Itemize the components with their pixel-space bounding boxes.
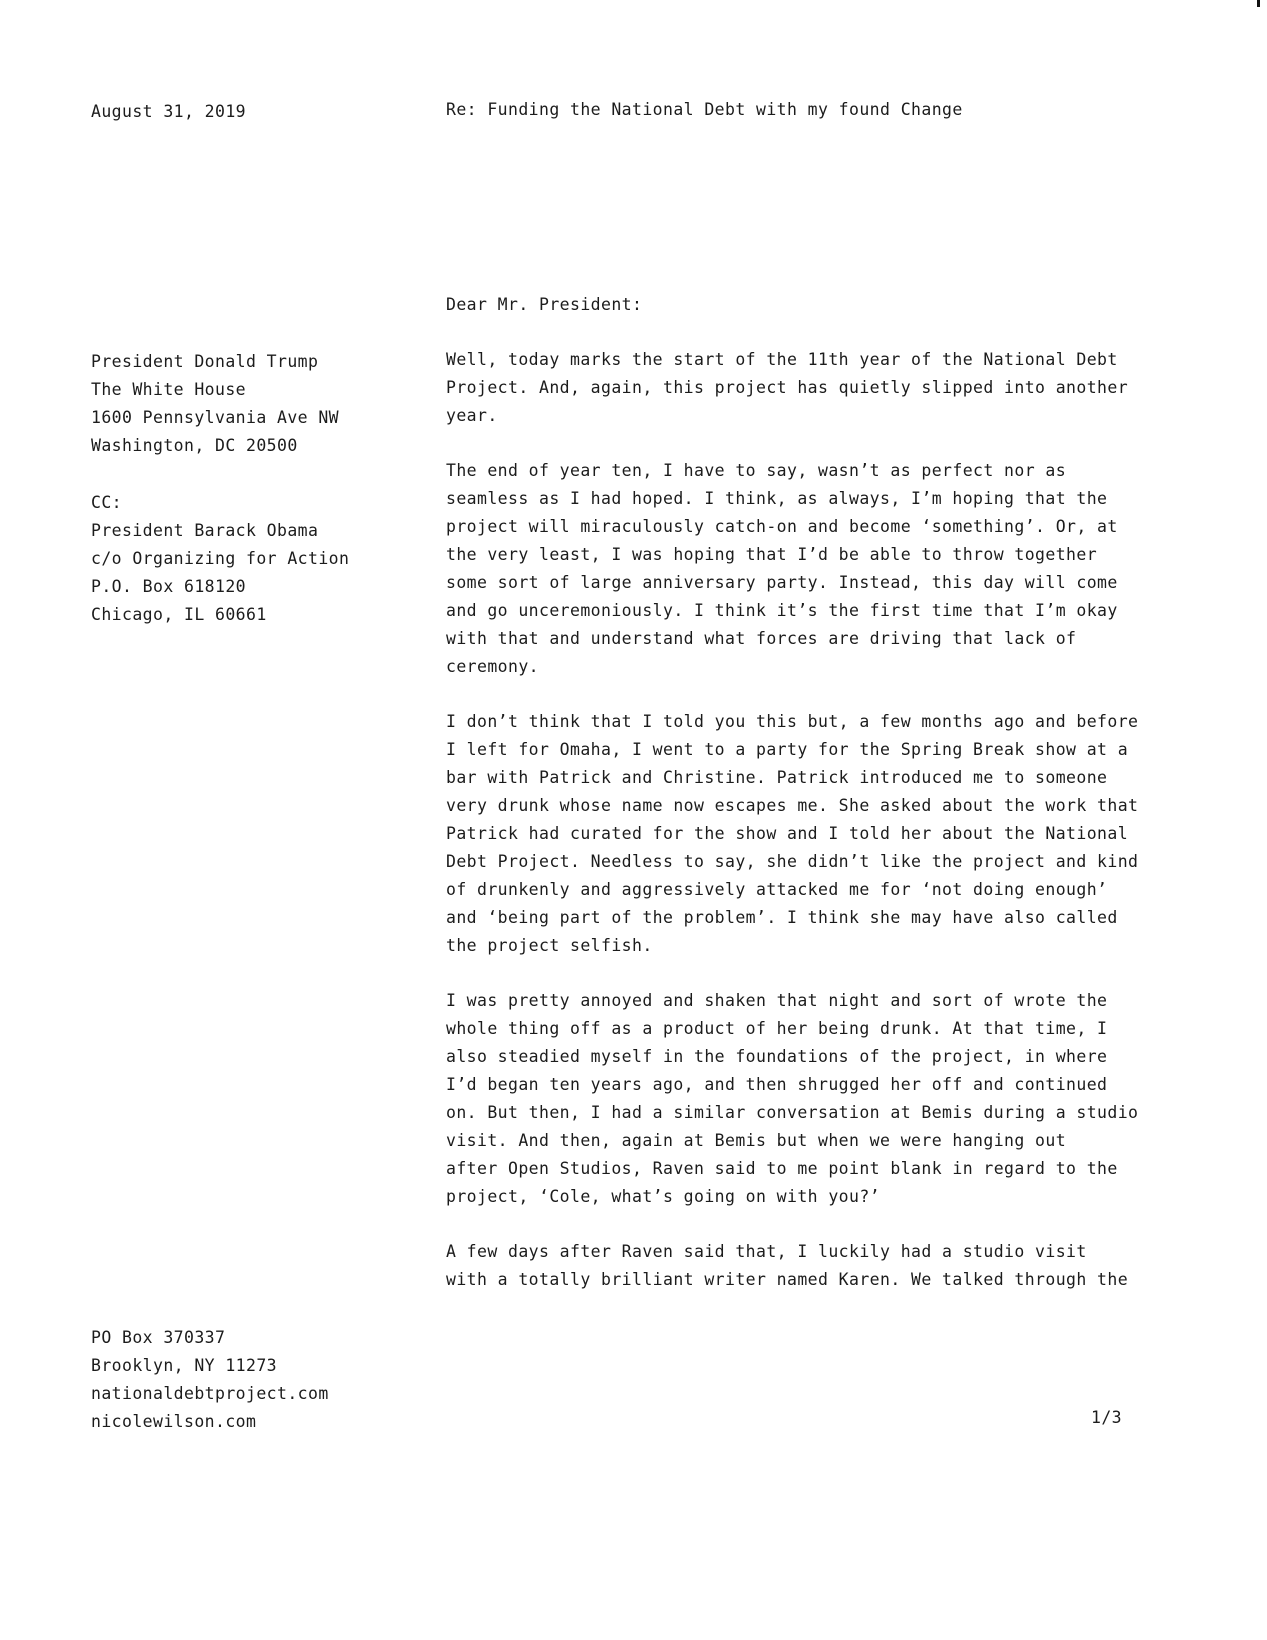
- paragraph: [446, 987, 1139, 1211]
- body-line: also steadied myself in the foundations of the project, in where: [446, 1047, 1108, 1066]
- body-line: I left for Omaha, I went to a party for the Spring Break show at a: [446, 740, 1129, 759]
- body-line: on. But then, I had a similar conversation at Bemis during a studio: [446, 1103, 1139, 1122]
- cc-line: Chicago, IL 60661: [91, 605, 267, 624]
- sender-website: nationaldebtproject.com: [91, 1384, 329, 1403]
- body-line: the very least, I was hoping that I’d be able to throw together: [446, 545, 1098, 564]
- body-line: project, ‘Cole, what’s going on with you?’: [446, 1187, 881, 1206]
- body-line: the project selfish.: [446, 936, 653, 955]
- letter-body: [446, 346, 1139, 1321]
- sender-line: Brooklyn, NY 11273: [91, 1356, 278, 1375]
- body-line: some sort of large anniversary party. Instead, this day will come: [446, 573, 1118, 592]
- paragraph: [446, 457, 1126, 681]
- sender-address: [91, 1324, 329, 1436]
- cc-address: [91, 489, 349, 629]
- body-line: A few days after Raven said that, I luckily had a studio visit: [446, 1242, 1087, 1261]
- body-line: very drunk whose name now escapes me. She asked about the work that: [446, 796, 1139, 815]
- cc-line: P.O. Box 618120: [91, 577, 247, 596]
- body-line: seamless as I had hoped. I think, as always, I’m hoping that the: [446, 489, 1108, 508]
- body-line: year.: [446, 406, 498, 425]
- body-line: project will miraculously catch-on and become ‘something’. Or, at: [446, 517, 1118, 536]
- body-line: I was pretty annoyed and shaken that night and sort of wrote the: [446, 991, 1108, 1010]
- letter-subject: Re: Funding the National Debt with my found Change: [446, 100, 963, 119]
- cc-line: c/o Organizing for Action: [91, 549, 350, 568]
- body-line: visit. And then, again at Bemis but when we were hanging out: [446, 1131, 1067, 1150]
- body-line: I’d began ten years ago, and then shrugged her off and continued: [446, 1075, 1108, 1094]
- body-line: with that and understand what forces are driving that lack of: [446, 629, 1077, 648]
- body-line: Patrick had curated for the show and I told her about the National: [446, 824, 1129, 843]
- body-line: Debt Project. Needless to say, she didn’t like the project and kind: [446, 852, 1139, 871]
- recipient-line: The White House: [91, 380, 247, 399]
- body-line: ceremony.: [446, 657, 540, 676]
- cc-label: CC:: [91, 493, 123, 512]
- body-line: bar with Patrick and Christine. Patrick introduced me to someone: [446, 768, 1108, 787]
- body-line: Project. And, again, this project has quietly slipped into another: [446, 378, 1129, 397]
- paragraph: [446, 1238, 1129, 1294]
- sender-website: nicolewilson.com: [91, 1412, 257, 1431]
- body-line: and ‘being part of the problem’. I think she may have also called: [446, 908, 1118, 927]
- recipient-address: [91, 348, 339, 460]
- body-line: Well, today marks the start of the 11th year of the National Debt: [446, 350, 1118, 369]
- body-line: I don’t think that I told you this but, a few months ago and before: [446, 712, 1139, 731]
- sender-line: PO Box 370337: [91, 1328, 226, 1347]
- scan-mark: [1257, 0, 1260, 7]
- paragraph: [446, 346, 1129, 430]
- recipient-line: 1600 Pennsylvania Ave NW: [91, 408, 340, 427]
- body-line: and go unceremoniously. I think it’s the first time that I’m okay: [446, 601, 1118, 620]
- paragraph: [446, 708, 1139, 960]
- body-line: after Open Studios, Raven said to me point blank in regard to the: [446, 1159, 1118, 1178]
- recipient-line: Washington, DC 20500: [91, 436, 298, 455]
- body-line: of drunkenly and aggressively attacked me for ‘not doing enough’: [446, 880, 1108, 899]
- letter-date: August 31, 2019: [91, 102, 247, 121]
- body-line: with a totally brilliant writer named Karen. We talked through the: [446, 1270, 1129, 1289]
- salutation: Dear Mr. President:: [446, 295, 643, 314]
- body-line: The end of year ten, I have to say, wasn’t as perfect nor as: [446, 461, 1067, 480]
- page-number: 1/3: [1091, 1408, 1123, 1427]
- body-line: whole thing off as a product of her being drunk. At that time, I: [446, 1019, 1108, 1038]
- recipient-name: President Donald Trump: [91, 352, 319, 371]
- cc-name: President Barack Obama: [91, 521, 319, 540]
